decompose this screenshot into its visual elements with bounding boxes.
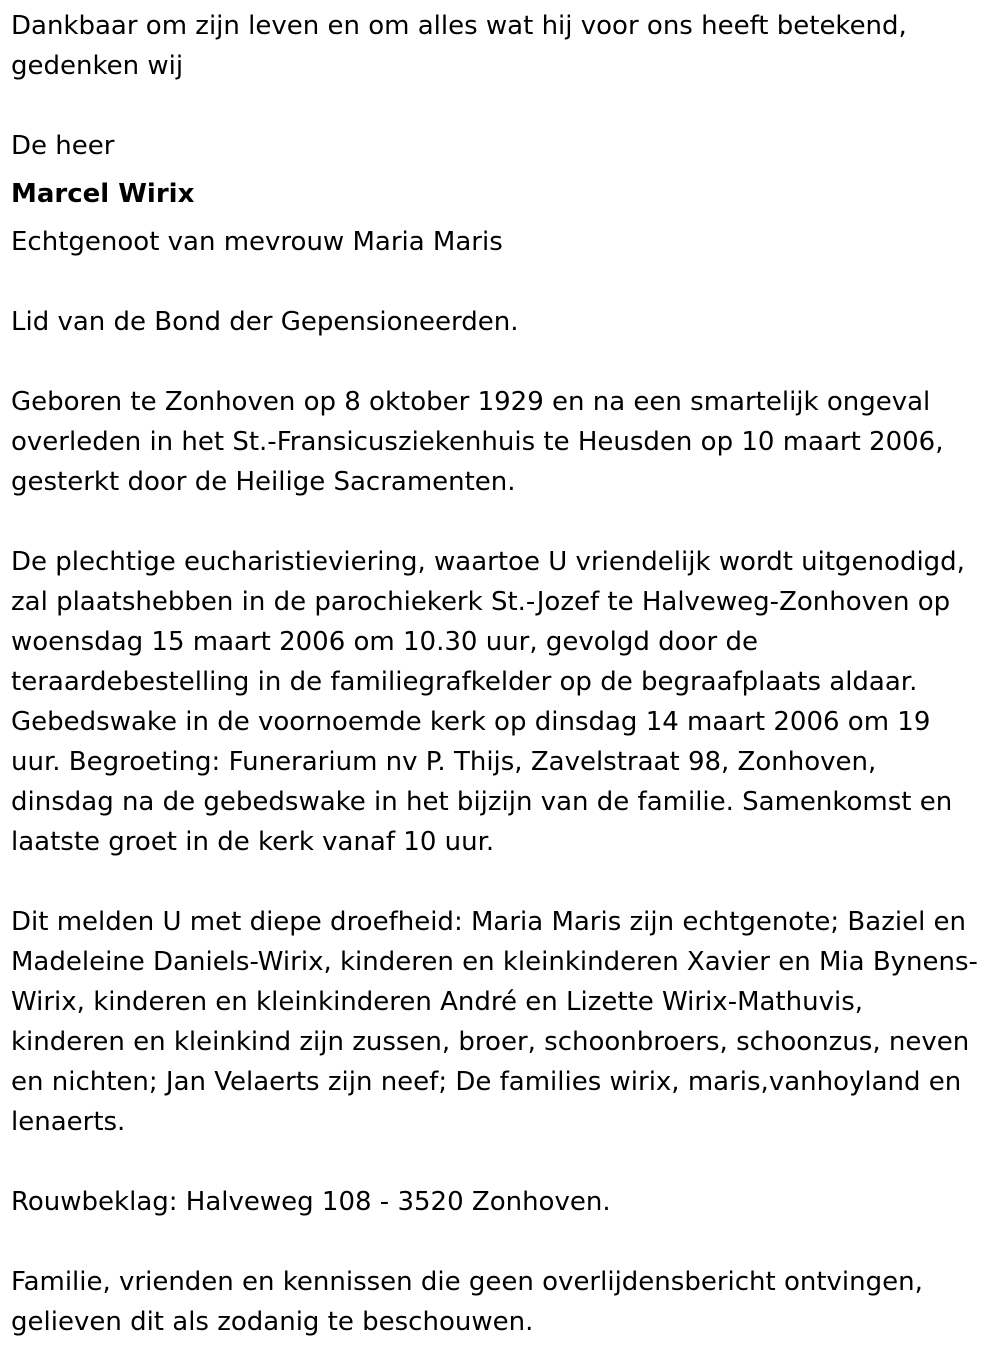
birth-death-line: overleden in het St.-Fransicusziekenhuis te Heusden op 10 maart 2006, xyxy=(11,427,944,457)
family-line: Wirix, kinderen en kleinkinderen André en Lizette Wirix-Mathuvis, xyxy=(11,987,864,1017)
condolence-address-text: Rouwbeklag: Halveweg 108 - 3520 Zonhoven. xyxy=(11,1187,611,1217)
deceased-name xyxy=(11,174,996,214)
closing-paragraph xyxy=(11,1262,996,1342)
ceremony-line: woensdag 15 maart 2006 om 10.30 uur, gevolgd door de xyxy=(11,627,758,657)
birth-death-line: gesterkt door de Heilige Sacramenten. xyxy=(11,467,516,497)
ceremony-line: teraardebestelling in de familiegrafkelder op de begraafplaats aldaar. xyxy=(11,667,918,697)
ceremony-paragraph xyxy=(11,542,996,862)
birth-death-line: Geboren te Zonhoven op 8 oktober 1929 en na een smartelijk ongeval xyxy=(11,387,931,417)
membership-paragraph xyxy=(11,302,996,342)
ceremony-line: zal plaatshebben in de parochiekerk St.-Jozef te Halveweg-Zonhoven op xyxy=(11,587,951,617)
membership-text: Lid van de Bond der Gepensioneerden. xyxy=(11,307,519,337)
ceremony-line: Gebedswake in de voornoemde kerk op dinsdag 14 maart 2006 om 19 xyxy=(11,707,931,737)
family-line: en nichten; Jan Velaerts zijn neef; De families wirix, maris,vanhoyland en xyxy=(11,1067,962,1097)
closing-line: gelieven dit als zodanig te beschouwen. xyxy=(11,1307,534,1337)
deceased-name-text: Marcel Wirix xyxy=(11,179,195,209)
spouse-line-text: Echtgenoot van mevrouw Maria Maris xyxy=(11,227,503,257)
intro-paragraph xyxy=(11,6,996,86)
family-line: lenaerts. xyxy=(11,1107,126,1137)
family-line: Dit melden U met diepe droefheid: Maria Maris zijn echtgenote; Baziel en xyxy=(11,907,967,937)
intro-line: gedenken wij xyxy=(11,51,184,81)
family-paragraph xyxy=(11,902,996,1142)
condolence-address-paragraph xyxy=(11,1182,996,1222)
ceremony-line: De plechtige eucharistieviering, waartoe U vriendelijk wordt uitgenodigd, xyxy=(11,547,965,577)
salutation-text: De heer xyxy=(11,131,115,161)
family-line: Madeleine Daniels-Wirix, kinderen en kleinkinderen Xavier en Mia Bynens- xyxy=(11,947,978,977)
ceremony-line: uur. Begroeting: Funerarium nv P. Thijs, Zavelstraat 98, Zonhoven, xyxy=(11,747,877,777)
birth-death-paragraph xyxy=(11,382,996,502)
salutation xyxy=(11,126,996,166)
family-line: kinderen en kleinkind zijn zussen, broer, schoonbroers, schoonzus, neven xyxy=(11,1027,970,1057)
ceremony-line: laatste groet in de kerk vanaf 10 uur. xyxy=(11,827,495,857)
spouse-line xyxy=(11,222,996,262)
ceremony-line: dinsdag na de gebedswake in het bijzijn van de familie. Samenkomst en xyxy=(11,787,953,817)
closing-line: Familie, vrienden en kennissen die geen overlijdensbericht ontvingen, xyxy=(11,1267,923,1297)
intro-line: Dankbaar om zijn leven en om alles wat hij voor ons heeft betekend, xyxy=(11,11,907,41)
